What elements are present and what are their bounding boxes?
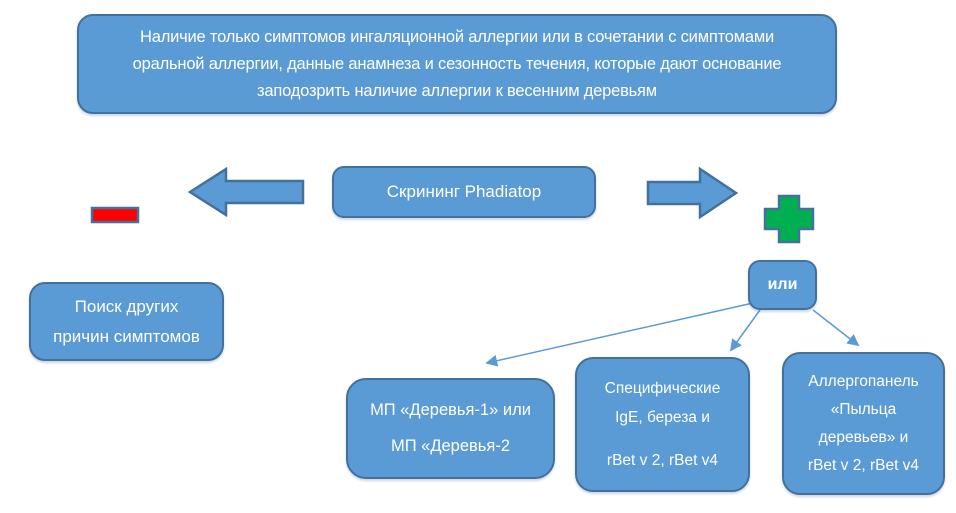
option-1-line-2: МП «Деревья-2 — [390, 437, 511, 455]
right-block-arrow-icon — [648, 169, 736, 217]
option-box-allergopanel — [782, 352, 945, 495]
option-box-specific-ige — [575, 357, 750, 492]
premise-line-3: заподозрить наличие аллергии к весенним деревьям — [257, 81, 657, 100]
premise-box — [77, 14, 837, 114]
connector-or-to-option-3 — [813, 310, 858, 345]
negative-outcome-box — [29, 282, 224, 361]
left-block-arrow-icon — [190, 169, 303, 215]
or-label: или — [767, 276, 798, 293]
connector-or-to-option-1 — [487, 303, 753, 363]
option-2-line-3: rBet v 2, rBet v4 — [606, 452, 719, 469]
minus-icon — [92, 208, 138, 222]
premise-line-1: Наличие только симптомов ингаляционной аллергии или в сочетании с симптомами — [140, 27, 774, 46]
screening-phadiatop-box — [332, 166, 596, 218]
option-1-line-1: МП «Деревья-1» или — [370, 401, 531, 419]
connector-or-to-option-2 — [731, 310, 760, 350]
screening-label: Скрининг Phadiatop — [386, 182, 542, 201]
premise-line-2: оральной аллергии, данные анамнеза и сезонность течения, которые дают основание — [132, 54, 782, 73]
option-box-tree-panels — [346, 378, 555, 479]
option-3-line-4: rBet v 2, rBet v4 — [807, 456, 920, 474]
or-box — [748, 260, 817, 310]
negative-outcome-line-2: причин симптомов — [53, 326, 200, 346]
option-2-line-2: IgE, береза и — [615, 409, 710, 426]
option-3-line-1: Аллергопанель — [808, 372, 919, 390]
option-3-line-3: деревьев» и — [818, 428, 909, 446]
negative-outcome-line-1: Поиск других — [74, 296, 179, 316]
option-2-line-1: Специфические — [604, 380, 721, 397]
option-3-line-2: «Пыльца — [830, 400, 897, 418]
plus-icon — [765, 196, 813, 242]
